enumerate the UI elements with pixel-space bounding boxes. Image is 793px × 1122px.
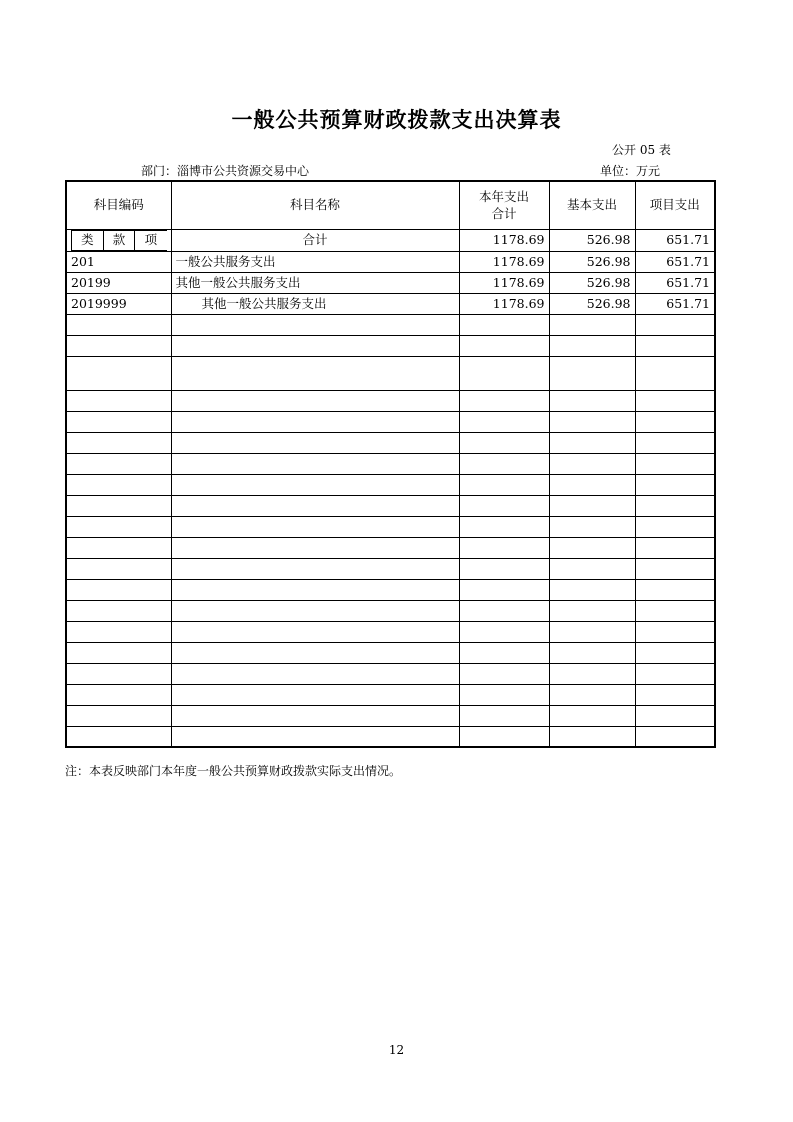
header-kuan: 款 [103,230,135,250]
sum-total: 1178.69 [459,229,549,251]
empty-row [66,600,715,621]
row-basic: 526.98 [549,272,635,293]
empty-row [66,356,715,390]
row-project: 651.71 [635,251,715,272]
lei-kuan-xiang [71,230,167,251]
row-basic: 526.98 [549,293,635,314]
empty-row [66,453,715,474]
empty-row [66,663,715,684]
table-row [66,293,715,314]
table-row [66,251,715,272]
row-total: 1178.69 [459,293,549,314]
row-code: 201 [66,251,171,272]
empty-row [66,684,715,705]
row-name: 一般公共服务支出 [171,251,459,272]
header-name: 科目名称 [171,181,459,229]
table-row [66,272,715,293]
empty-row [66,558,715,579]
sum-project: 651.71 [635,229,715,251]
empty-row [66,390,715,411]
expenditure-table [65,180,716,748]
empty-row [66,335,715,356]
form-number: 公开 05 表 [612,143,671,157]
row-name: 其他一般公共服务支出 [171,293,459,314]
page-number: 12 [388,1043,405,1057]
row-code: 20199 [66,272,171,293]
header-code: 科目编码 [66,181,171,229]
empty-row [66,474,715,495]
row-code: 2019999 [66,293,171,314]
header-total-line2: 合计 [491,206,517,222]
row-total: 1178.69 [459,272,549,293]
sum-label: 合计 [171,229,459,251]
row-total: 1178.69 [459,251,549,272]
empty-row [66,705,715,726]
header-lei: 类 [72,230,104,250]
header-total-line1: 本年支出 [478,189,529,205]
totals-row [66,229,715,251]
header-basic: 基本支出 [549,181,635,229]
department-label: 部门：淄博市公共资源交易中心 [141,164,310,178]
header-total [459,181,549,229]
empty-row [66,314,715,335]
empty-row [66,537,715,558]
lei-kuan-xiang-cell [66,229,171,251]
header-project: 项目支出 [635,181,715,229]
page-title: 一般公共预算财政拨款支出决算表 [231,108,562,132]
header-xiang: 项 [135,230,167,250]
empty-row [66,495,715,516]
unit-label: 单位：万元 [600,164,661,178]
empty-row [66,621,715,642]
row-project: 651.71 [635,293,715,314]
row-basic: 526.98 [549,251,635,272]
empty-row [66,432,715,453]
sum-basic: 526.98 [549,229,635,251]
footnote: 注：本表反映部门本年度一般公共预算财政拨款实际支出情况。 [65,764,402,778]
empty-row [66,579,715,600]
empty-row [66,516,715,537]
empty-row [66,726,715,747]
header-row [66,181,715,229]
empty-row [66,411,715,432]
row-name: 其他一般公共服务支出 [171,272,459,293]
empty-row [66,642,715,663]
row-project: 651.71 [635,272,715,293]
